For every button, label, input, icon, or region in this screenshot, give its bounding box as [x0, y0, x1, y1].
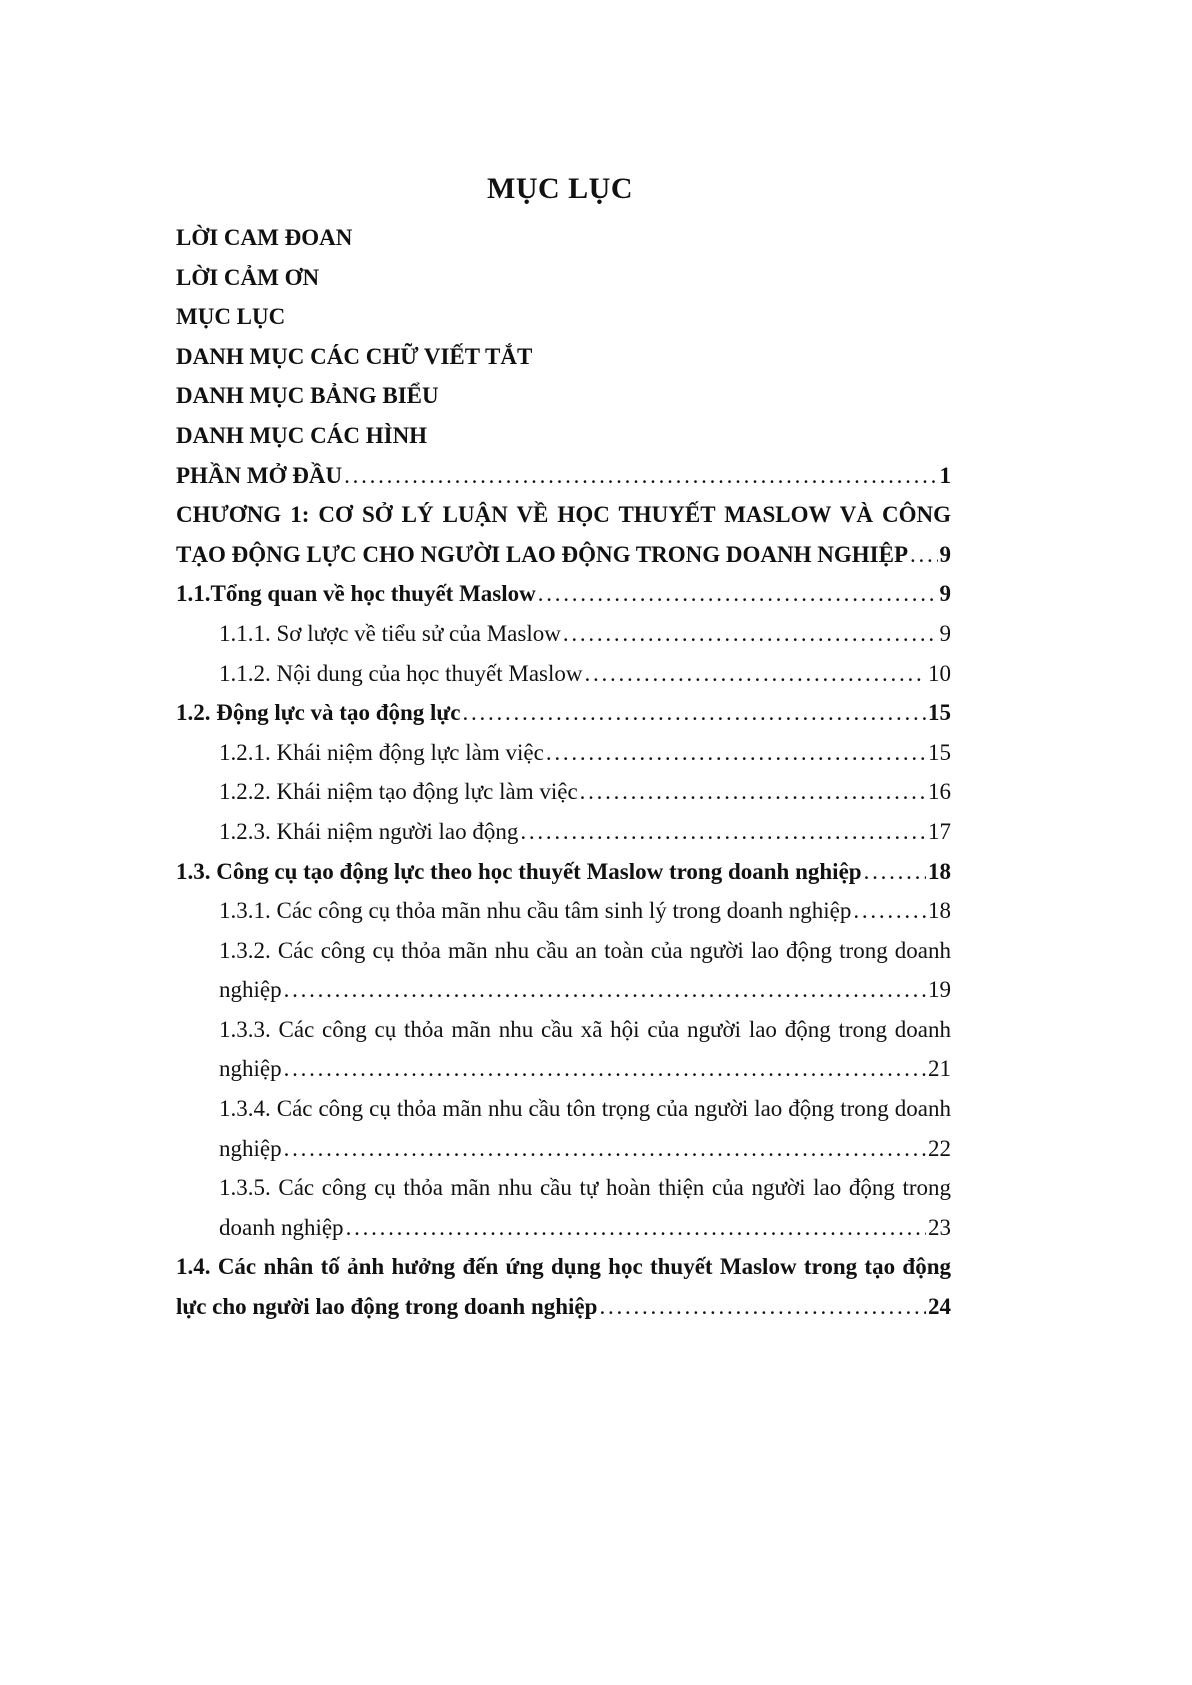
- toc-entry-text: 1.1.1. Sơ lược về tiểu sử của Maslow: [219, 620, 561, 646]
- toc-entry-text: 1.2.3. Khái niệm người lao động: [219, 818, 519, 844]
- toc-entry-1-3[interactable]: [176, 852, 951, 892]
- dot-leader: [538, 574, 938, 614]
- dot-leader: [462, 693, 926, 733]
- dot-leader: [546, 733, 926, 773]
- toc-entry-1-1-2[interactable]: [219, 654, 951, 694]
- toc-entry-text: doanh nghiệp: [219, 1214, 344, 1240]
- table-of-contents: [176, 218, 951, 1327]
- toc-entry-abbreviations[interactable]: [176, 337, 951, 377]
- toc-entry-1-3-4-line2[interactable]: [219, 1129, 951, 1169]
- dot-leader: [284, 1129, 926, 1169]
- dot-leader: [599, 1287, 926, 1327]
- toc-entry-text: LỜI CẢM ƠN: [176, 264, 320, 290]
- toc-entry-text: 1.1.Tổng quan về học thuyết Maslow: [176, 581, 536, 607]
- toc-page-number: 22: [928, 1135, 951, 1161]
- toc-entry-figures[interactable]: [176, 416, 951, 456]
- toc-entry-introduction[interactable]: [176, 456, 951, 496]
- toc-entry-chapter-1-line2[interactable]: [176, 535, 951, 575]
- toc-entry-text: PHẦN MỞ ĐẦU: [176, 462, 343, 488]
- dot-leader: [853, 891, 926, 931]
- dot-leader: [346, 1208, 926, 1248]
- toc-entry-text: DANH MỤC CÁC HÌNH: [176, 422, 428, 448]
- toc-entry-text: nghiệp: [219, 1056, 282, 1082]
- toc-entry-1-3-3-line1[interactable]: [219, 1010, 951, 1050]
- toc-entry-text: lực cho người lao động trong doanh nghiệp: [176, 1294, 598, 1320]
- toc-page-number: 9: [939, 541, 951, 567]
- toc-page-number: 15: [928, 739, 951, 765]
- dot-leader: [584, 654, 926, 694]
- toc-entry-1-3-2-line2[interactable]: [219, 970, 951, 1010]
- page-title: MỤC LỤC: [487, 172, 633, 205]
- toc-page-number: 18: [928, 858, 951, 884]
- toc-entry-muc-luc[interactable]: [176, 297, 951, 337]
- toc-entry-1-3-1[interactable]: [219, 891, 951, 931]
- toc-entry-1-1[interactable]: [176, 574, 951, 614]
- toc-page-number: 21: [928, 1056, 951, 1082]
- toc-entry-text: 1.3.2. Các công cụ thỏa mãn nhu cầu an toàn của người lao động trong doanh: [219, 937, 951, 963]
- dot-leader: [520, 812, 926, 852]
- toc-entry-1-3-5-line1[interactable]: [219, 1168, 951, 1208]
- toc-page-number: 24: [928, 1294, 951, 1320]
- toc-entry-1-2-1[interactable]: [219, 733, 951, 773]
- toc-entry-1-3-4-line1[interactable]: [219, 1089, 951, 1129]
- toc-entry-text: 1.1.2. Nội dung của học thuyết Maslow: [219, 660, 583, 686]
- toc-page-number: 10: [928, 660, 951, 686]
- toc-entry-text: 1.3. Công cụ tạo động lực theo học thuyết Maslow trong doanh nghiệp: [176, 858, 862, 884]
- toc-entry-text: 1.3.4. Các công cụ thỏa mãn nhu cầu tôn trọng của người lao động trong doanh: [219, 1096, 951, 1122]
- toc-entry-text: 1.3.1. Các công cụ thỏa mãn nhu cầu tâm sinh lý trong doanh nghiệp: [219, 898, 852, 924]
- toc-entry-loi-cam-doan[interactable]: [176, 218, 951, 258]
- toc-entry-1-1-1[interactable]: [219, 614, 951, 654]
- toc-entry-text: LỜI CAM ĐOAN: [176, 225, 353, 250]
- toc-entry-1-2-3[interactable]: [219, 812, 951, 852]
- toc-page-number: 9: [939, 620, 951, 646]
- toc-page-number: 19: [928, 977, 951, 1003]
- toc-page-number: 16: [928, 779, 951, 805]
- toc-entry-1-4-line2[interactable]: [176, 1287, 951, 1327]
- toc-entry-loi-cam-on[interactable]: [176, 258, 951, 298]
- toc-entry-text: 1.3.5. Các công cụ thỏa mãn nhu cầu tự hoàn thiện của người lao động trong: [219, 1175, 951, 1201]
- dot-leader: [864, 852, 926, 892]
- toc-entry-1-3-3-line2[interactable]: [219, 1049, 951, 1089]
- dot-leader: [563, 614, 938, 654]
- toc-page-number: 18: [928, 898, 951, 924]
- dot-leader: [910, 535, 938, 575]
- toc-entry-1-2-2[interactable]: [219, 772, 951, 812]
- toc-page-number: 17: [928, 818, 951, 844]
- toc-entry-1-4-line1[interactable]: [176, 1247, 951, 1287]
- toc-entry-text: 1.2.1. Khái niệm động lực làm việc: [219, 739, 544, 765]
- toc-page-number: 23: [928, 1214, 951, 1240]
- toc-page-number: 15: [928, 700, 951, 726]
- toc-entry-text: nghiệp: [219, 977, 282, 1003]
- toc-entry-text: nghiệp: [219, 1135, 282, 1161]
- toc-entry-text: TẠO ĐỘNG LỰC CHO NGƯỜI LAO ĐỘNG TRONG DOANH NGHIỆP: [176, 541, 908, 567]
- dot-leader: [344, 456, 937, 496]
- toc-page-number: 9: [939, 581, 951, 607]
- dot-leader: [580, 772, 926, 812]
- toc-entry-tables[interactable]: [176, 376, 951, 416]
- toc-entry-text: 1.4. Các nhân tố ảnh hưởng đến ứng dụng học thuyết Maslow trong tạo động: [176, 1254, 951, 1280]
- toc-entry-1-3-5-line2[interactable]: [219, 1208, 951, 1248]
- toc-entry-1-2[interactable]: [176, 693, 951, 733]
- toc-entry-text: 1.2. Động lực và tạo động lực: [176, 700, 461, 726]
- dot-leader: [284, 1049, 926, 1089]
- dot-leader: [284, 970, 926, 1010]
- toc-page-number: 1: [939, 462, 951, 488]
- toc-entry-text: 1.3.3. Các công cụ thỏa mãn nhu cầu xã hội của người lao động trong doanh: [219, 1016, 951, 1042]
- toc-entry-text: DANH MỤC BẢNG BIỂU: [176, 383, 439, 409]
- toc-entry-text: DANH MỤC CÁC CHỮ VIẾT TẮT: [176, 343, 533, 369]
- toc-entry-chapter-1-line1[interactable]: [176, 495, 951, 535]
- toc-entry-1-3-2-line1[interactable]: [219, 931, 951, 971]
- toc-entry-text: CHƯƠNG 1: CƠ SỞ LÝ LUẬN VỀ HỌC THUYẾT MASLOW VÀ CÔNG: [176, 502, 951, 528]
- toc-entry-text: 1.2.2. Khái niệm tạo động lực làm việc: [219, 779, 578, 805]
- toc-entry-text: MỤC LỤC: [176, 304, 286, 330]
